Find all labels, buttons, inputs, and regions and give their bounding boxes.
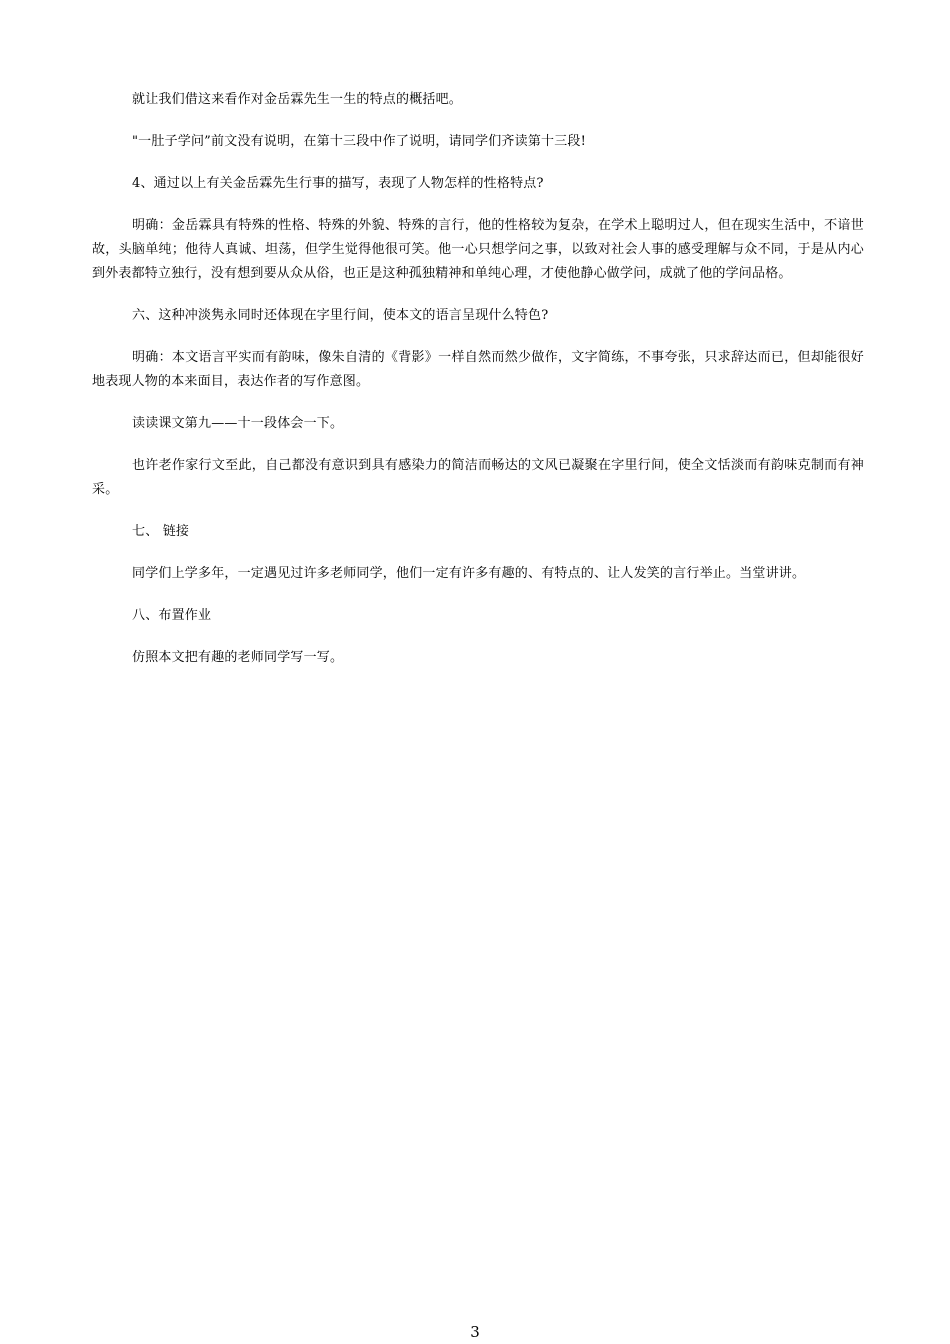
paragraph-link-activity: 同学们上学多年，一定遇见过许多老师同学，他们一定有许多有趣的、有特点的、让人发笑的言行举止。当堂讲讲。 (132, 566, 806, 581)
answer-4: 明确：金岳霖具有特殊的性格、特殊的外貌、特殊的言行，他的性格较为复杂，在学术上聪明过人，但在现实生活中，不谙世故，头脑单纯；他待人真诚、坦荡，但学生觉得他很可笑。他一心只想学问之事，以致对社会人事的感受理解与众不同，于是从内心到外表都特立独行，没有想到要从众从俗，也正是这种孤独精神和单纯心理，才使他静心做学问，成就了他的学问品格。 (92, 218, 864, 281)
page-number: 3 (470, 1323, 480, 1341)
question-4: 4、通过以上有关金岳霖先生行事的描写，表现了人物怎样的性格特点? (132, 176, 544, 191)
paragraph-writing-style: 也许老作家行文至此，自己都没有意识到具有感染力的简洁而畅达的文风已凝聚在字里行间，使全文恬淡而有韵味克制而有神采。 (92, 458, 864, 497)
paragraph-homework: 仿照本文把有趣的老师同学写一写。 (132, 650, 344, 665)
section-7-heading: 七、 链接 (132, 524, 190, 539)
document-body (92, 88, 864, 688)
answer-6: 明确：本文语言平实而有韵味，像朱自清的《背影》一样自然而然少做作，文字简练，不事夸张，只求辞达而已，但却能很好地表现人物的本来面目，表达作者的写作意图。 (92, 350, 864, 389)
paragraph-read-aloud: 读读课文第九——十一段体会一下。 (132, 416, 344, 431)
paragraph-summary: 就让我们借这来看作对金岳霖先生一生的特点的概括吧。 (132, 92, 463, 107)
section-6-heading: 六、这种冲淡隽永同时还体现在字里行间，使本文的语言呈现什么特色? (132, 308, 549, 323)
paragraph-belly-of-learning: "一肚子学问”前文没有说明，在第十三段中作了说明，请同学们齐读第十三段! (132, 134, 587, 149)
section-8-heading: 八、布置作业 (132, 608, 212, 623)
